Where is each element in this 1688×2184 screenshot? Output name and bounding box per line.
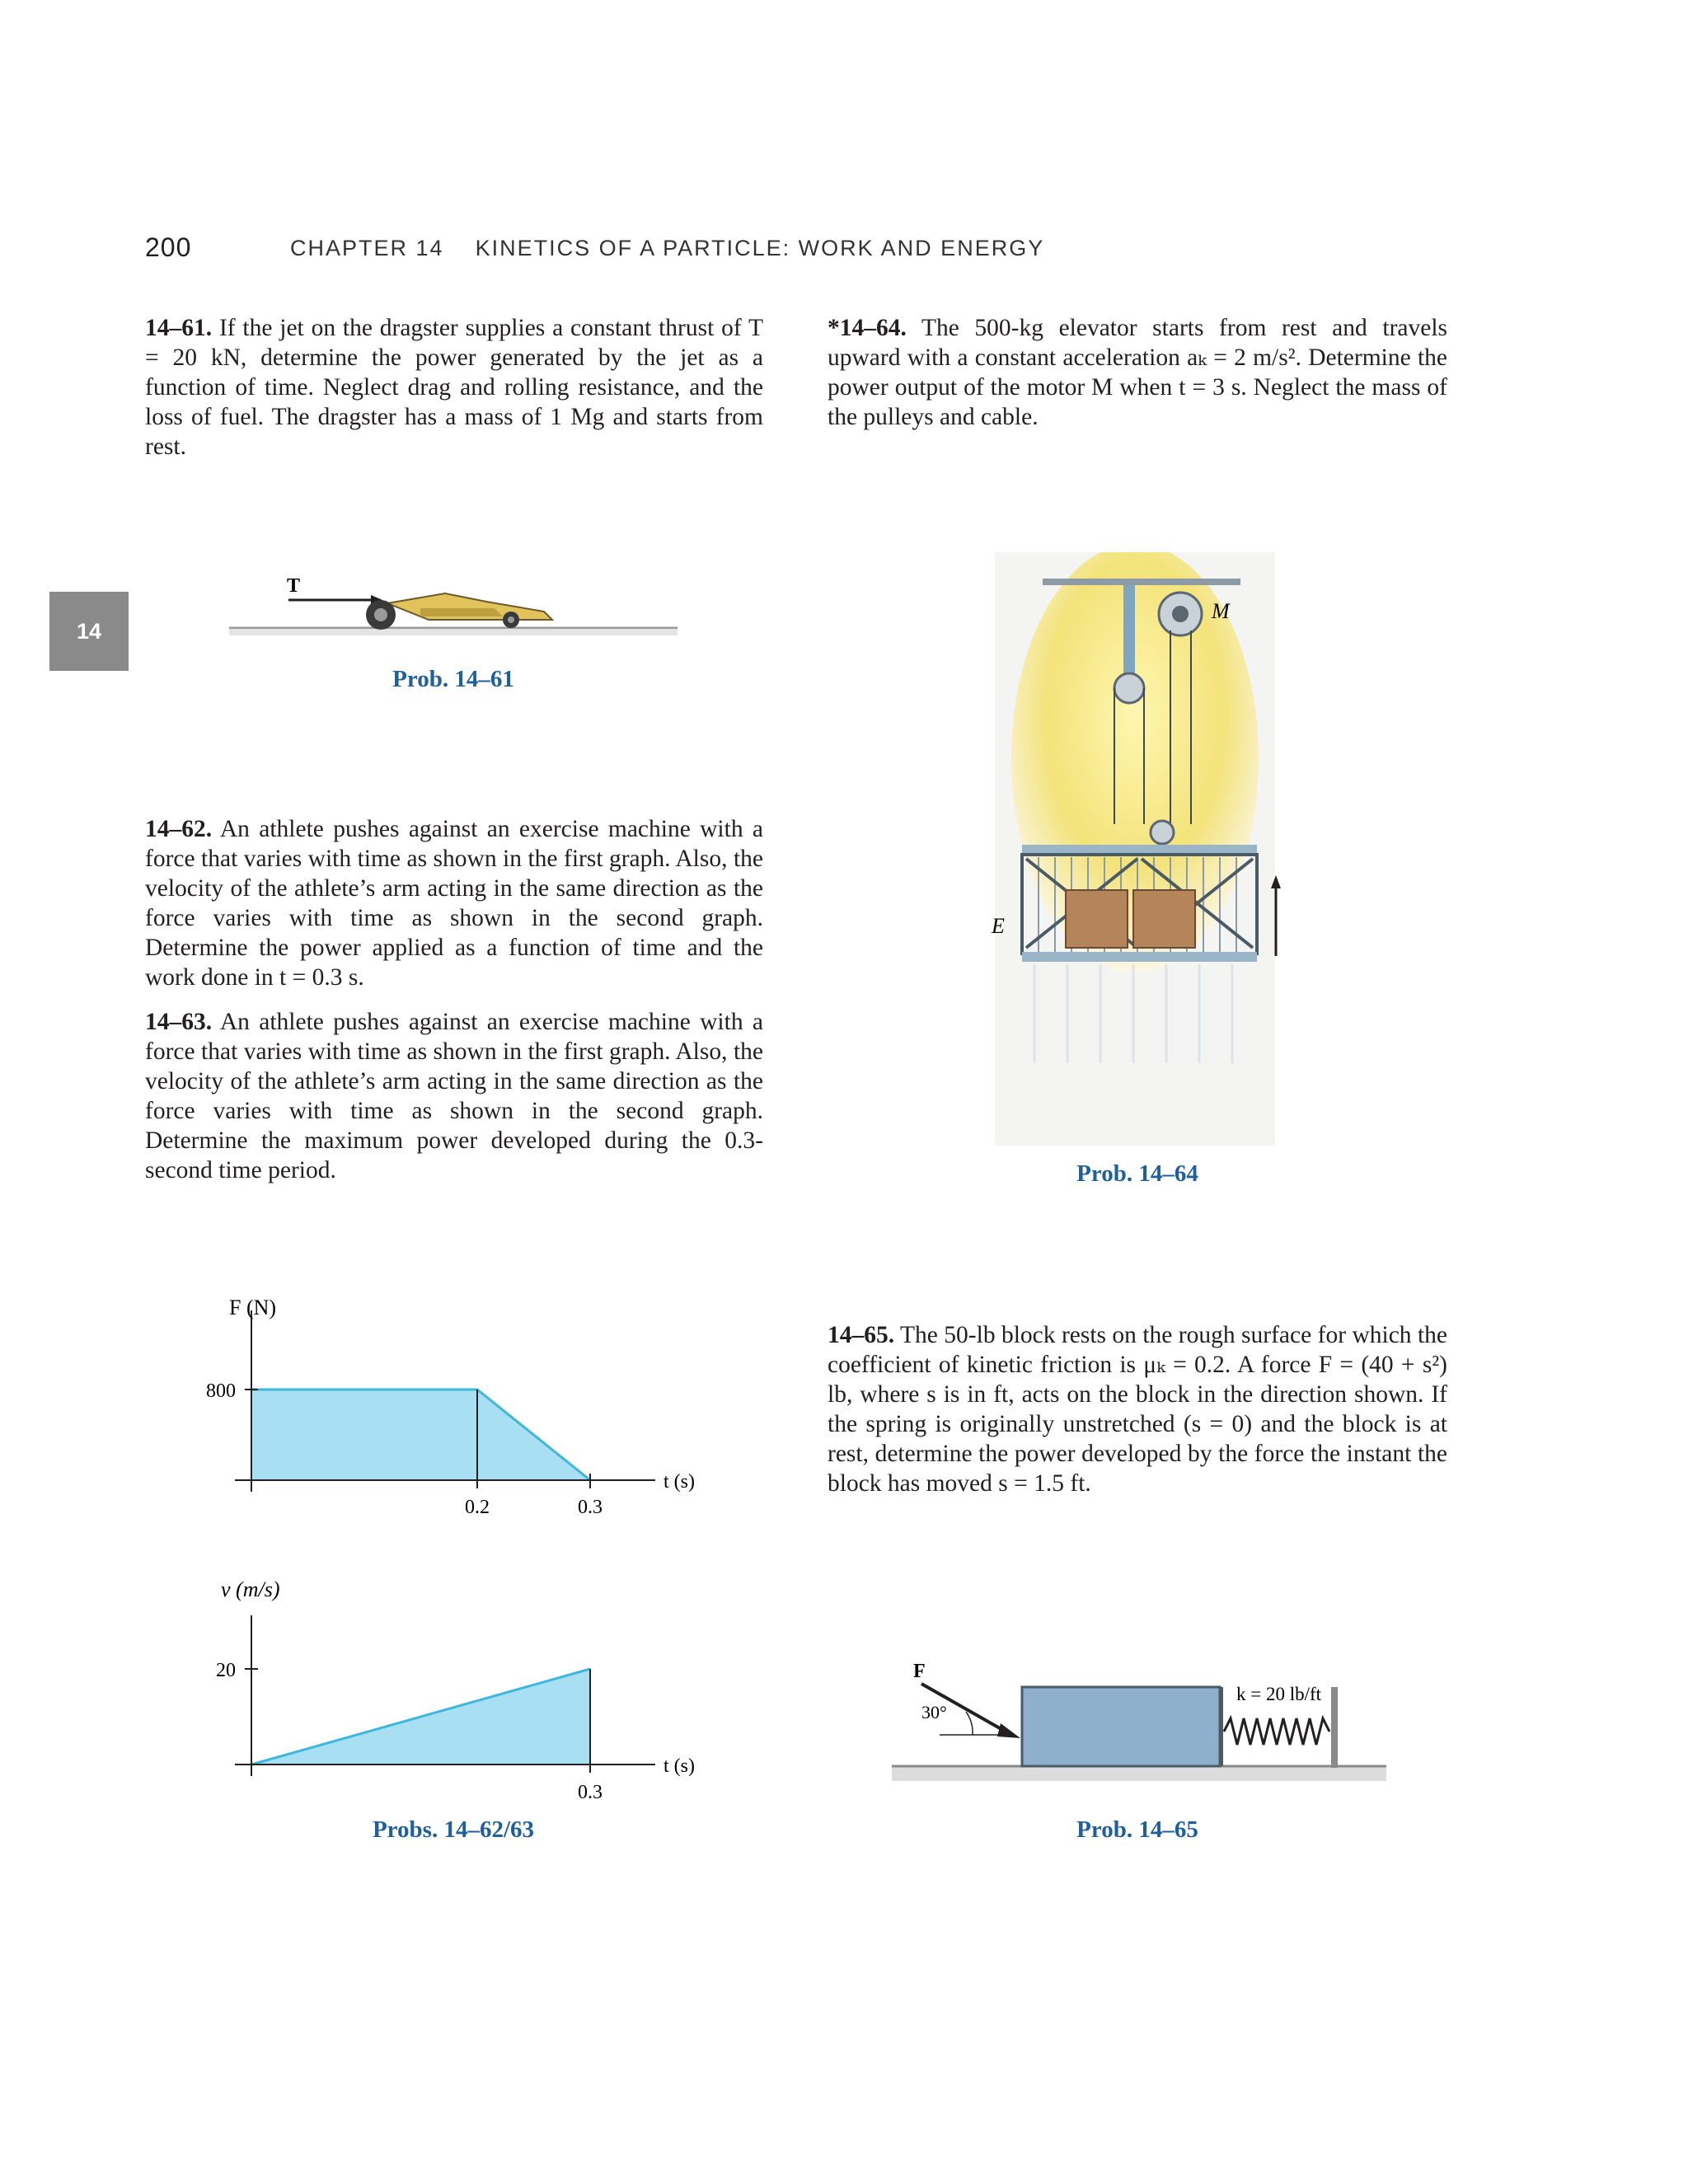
crate-icon bbox=[1133, 890, 1195, 948]
force-y-label: F (N) bbox=[229, 1296, 277, 1319]
velocity-time-graph bbox=[181, 1562, 725, 1825]
chapter-title: KINETICS OF A PARTICLE: WORK AND ENERGY bbox=[475, 236, 1045, 260]
spring-constant-label: k = 20 lb/ft bbox=[1236, 1684, 1322, 1704]
ceiling-beam bbox=[1043, 579, 1240, 585]
problem-text: If the jet on the dragster supplies a constant thrust of T = 20 kN, determine the power generated by the jet as a function of time. Neglect drag and rolling resistance, and the loss of fuel. The dragster has a mass of 1 Mg and starts from rest. bbox=[145, 315, 763, 460]
force-x-label: t (s) bbox=[663, 1471, 695, 1493]
force-y-tick-800: 800 bbox=[206, 1380, 236, 1402]
force-time-graph bbox=[181, 1286, 725, 1533]
velocity-y-label: v (m/s) bbox=[221, 1577, 280, 1601]
pulley-icon bbox=[1114, 673, 1144, 703]
caption-14-62-63: Probs. 14–62/63 bbox=[372, 1816, 535, 1843]
problem-number: *14–64. bbox=[828, 315, 907, 341]
caption-14-65: Prob. 14–65 bbox=[1076, 1816, 1198, 1843]
chapter-label: CHAPTER 14 bbox=[290, 236, 444, 260]
problem-text: The 50-lb block rests on the rough surface for which the coefficient of kinetic friction is μₖ = 0.2. A force F = (40 + s²) lb, where s is in ft, acts on the block in the direction shown. If the spring is originally unstretched (s = 0) and the block is at rest, determine the power developed by the force the instant the block has moved s = 1.5 ft. bbox=[828, 1322, 1447, 1497]
dragster-figure bbox=[223, 569, 684, 651]
angle-label: 30° bbox=[921, 1702, 947, 1722]
force-area bbox=[251, 1390, 590, 1480]
block bbox=[1022, 1687, 1220, 1766]
problem-14-62 bbox=[145, 814, 763, 992]
problem-14-63 bbox=[145, 1007, 763, 1185]
page-number: 200 bbox=[145, 232, 192, 262]
problem-number: 14–62. bbox=[145, 816, 213, 842]
crate-icon bbox=[1066, 890, 1128, 948]
motor-label: M bbox=[1212, 599, 1230, 623]
problem-14-61 bbox=[145, 313, 763, 462]
force-label: F bbox=[913, 1661, 926, 1682]
velocity-x-tick-0.3: 0.3 bbox=[578, 1782, 603, 1803]
chapter-tab: 14 bbox=[49, 592, 129, 671]
problem-number: 14–65. bbox=[828, 1322, 895, 1348]
problem-number: 14–63. bbox=[145, 1009, 213, 1035]
problem-14-65 bbox=[828, 1320, 1447, 1498]
velocity-x-label: t (s) bbox=[663, 1755, 695, 1777]
problem-text: The 500-kg elevator starts from rest and travels upward with a constant acceleration aₖ = 2 m/s². Determine the power output of the motor M when t = 3 s. Neglect the mass of the pulleys and cable. bbox=[828, 315, 1448, 430]
force-x-tick-0.2: 0.2 bbox=[465, 1497, 490, 1518]
running-header bbox=[290, 236, 1044, 261]
wall bbox=[1331, 1687, 1338, 1768]
force-x-tick-0.3: 0.3 bbox=[578, 1497, 603, 1518]
problem-text: An athlete pushes against an exercise machine with a force that varies with time as shown in the first graph. Also, the velocity of the athlete’s arm acting in the same direction as the force varies with time as shown in the second graph. Determine the maximum power developed during the 0.3-second time period. bbox=[145, 1009, 764, 1183]
problem-14-64 bbox=[828, 313, 1447, 432]
thrust-label: T bbox=[287, 575, 301, 597]
spring-icon bbox=[1224, 1718, 1329, 1745]
elevator-floor bbox=[1022, 952, 1257, 962]
block-spring-figure bbox=[890, 1652, 1401, 1793]
caption-14-61: Prob. 14–61 bbox=[392, 666, 514, 692]
caption-14-64: Prob. 14–64 bbox=[1076, 1160, 1198, 1187]
velocity-y-tick-20: 20 bbox=[216, 1660, 236, 1681]
elevator-label: E bbox=[992, 914, 1005, 938]
elevator-figure bbox=[985, 552, 1298, 1146]
problem-number: 14–61. bbox=[145, 315, 213, 341]
problem-text: An athlete pushes against an exercise machine with a force that varies with time as shown in the first graph. Also, the velocity of the athlete’s arm acting in the same direction as the force varies with time as shown in the second graph. Determine the power applied as a function of time and the work done in t = 0.3 s. bbox=[145, 816, 764, 991]
